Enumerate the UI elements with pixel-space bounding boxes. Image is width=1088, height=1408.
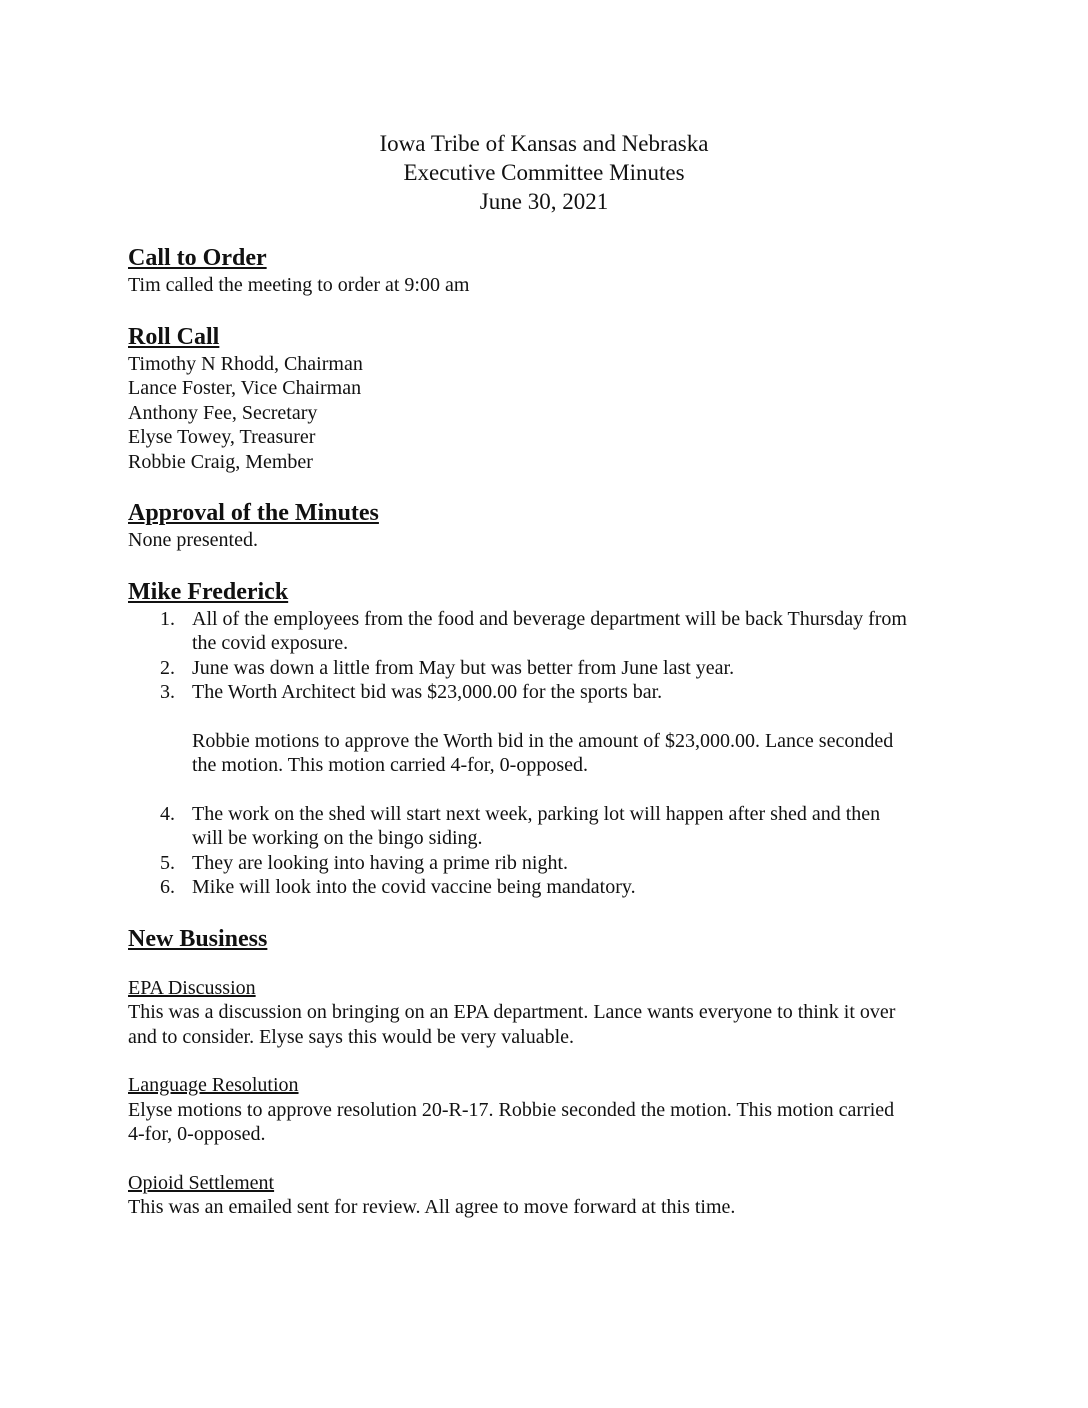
- approval-heading: Approval of the Minutes: [128, 500, 379, 526]
- list-item-text: The work on the shed will start next week, parking lot will happen after shed and then: [192, 802, 881, 825]
- roll-call-member: Elyse Towey, Treasurer: [128, 426, 316, 448]
- list-number: 5.: [160, 851, 175, 874]
- worth-bid-motion: [128, 729, 968, 778]
- list-number: 2.: [160, 656, 175, 679]
- mike-frederick-heading: Mike Frederick: [128, 578, 289, 605]
- list-item: [128, 680, 968, 705]
- roll-call-list: [128, 352, 968, 475]
- opioid-settlement-title: Opioid Settlement: [128, 1171, 275, 1194]
- language-resolution-title: Language Resolution: [128, 1074, 299, 1096]
- list-item-text: All of the employees from the food and beverage department will be back Thursday from: [192, 607, 907, 630]
- list-item: [128, 851, 968, 876]
- epa-discussion-title: EPA Discussion: [128, 976, 256, 999]
- opioid-settlement-text: This was an emailed sent for review. All agree to move forward at this time.: [128, 1196, 736, 1218]
- list-item: [128, 802, 968, 851]
- mike-frederick-list: [128, 607, 968, 705]
- list-item-text: The Worth Architect bid was $23,000.00 for the sports bar.: [192, 681, 663, 703]
- motion-text-continued: the motion. This motion carried 4-for, 0-opposed.: [192, 754, 588, 776]
- list-item-text: Mike will look into the covid vaccine being mandatory.: [192, 876, 636, 898]
- list-item-text-continued: will be working on the bingo siding.: [192, 827, 483, 849]
- list-number: 6.: [160, 876, 175, 898]
- motion-text: Robbie motions to approve the Worth bid in the amount of $23,000.00. Lance seconded: [192, 729, 894, 752]
- call-to-order-heading: Call to Order: [128, 245, 267, 271]
- document-header: [0, 129, 1088, 216]
- roll-call-member: Robbie Craig, Member: [128, 450, 313, 473]
- new-business-heading: New Business: [128, 925, 268, 952]
- approval-text: None presented.: [128, 529, 258, 551]
- mike-frederick-list-continued: [128, 802, 968, 900]
- epa-discussion-text-continued: and to consider. Elyse says this would be very valuable.: [128, 1025, 575, 1048]
- organization-name: Iowa Tribe of Kansas and Nebraska: [379, 131, 709, 156]
- roll-call-member: Timothy N Rhodd, Chairman: [128, 352, 363, 375]
- list-item-text: They are looking into having a prime rib night.: [192, 851, 569, 874]
- meeting-date: June 30, 2021: [479, 189, 609, 214]
- roll-call-heading: Roll Call: [128, 323, 220, 350]
- document-title: Executive Committee Minutes: [403, 160, 685, 185]
- list-number: 4.: [160, 802, 175, 825]
- call-to-order-text: Tim called the meeting to order at 9:00 am: [128, 274, 470, 296]
- list-item-text-continued: the covid exposure.: [192, 632, 349, 654]
- list-item: [128, 607, 968, 656]
- list-item: [128, 656, 968, 681]
- list-number: 3.: [160, 681, 175, 703]
- language-resolution-text-continued: 4-for, 0-opposed.: [128, 1123, 266, 1145]
- roll-call-member: Lance Foster, Vice Chairman: [128, 377, 362, 399]
- roll-call-member: Anthony Fee, Secretary: [128, 401, 318, 424]
- list-number: 1.: [160, 607, 175, 630]
- list-item: [128, 875, 968, 900]
- epa-discussion-text: This was a discussion on bringing on an EPA department. Lance wants everyone to think it over: [128, 1001, 896, 1023]
- list-item-text: June was down a little from May but was better from June last year.: [192, 656, 735, 679]
- document-body: [128, 243, 968, 1220]
- language-resolution-text: Elyse motions to approve resolution 20-R-17. Robbie seconded the motion. This motion carried: [128, 1098, 895, 1121]
